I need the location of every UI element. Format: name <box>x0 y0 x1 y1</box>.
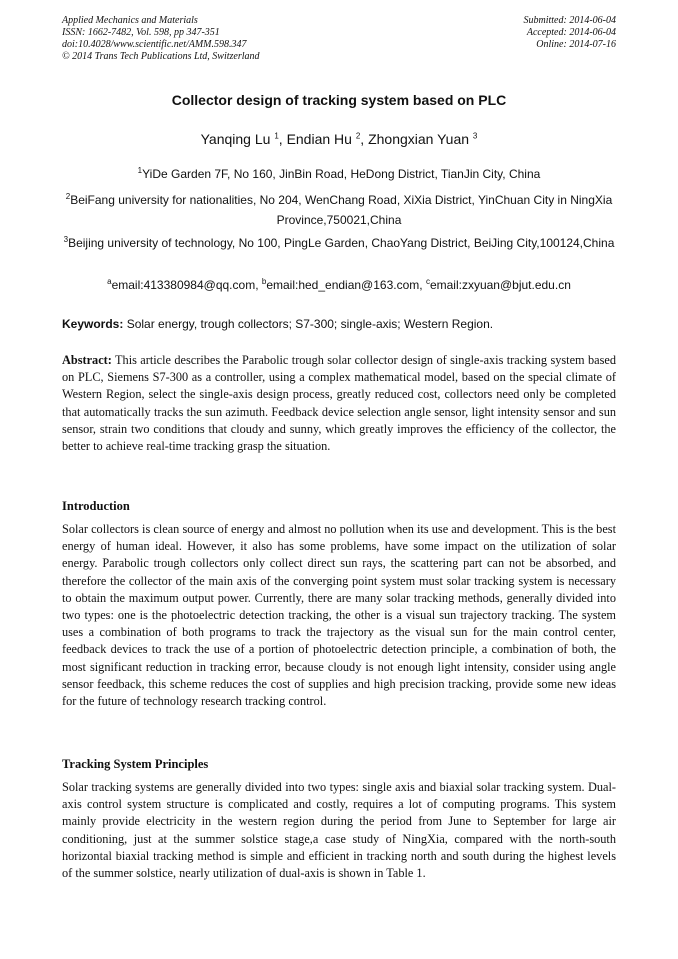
keywords <box>62 316 616 332</box>
affiliation <box>62 190 616 230</box>
author-name: Yanqing Lu <box>200 131 271 147</box>
author-name: Zhongxian Yuan <box>368 131 470 147</box>
journal-info <box>62 15 260 63</box>
abstract-label: Abstract: <box>62 353 112 367</box>
affiliation-mark: 2 <box>65 192 71 201</box>
email-mark: a <box>107 277 112 286</box>
section-heading: Tracking System Principles <box>62 757 209 771</box>
keywords-text: Solar energy, trough collectors; S7-300; single-axis; Western Region. <box>126 317 494 331</box>
journal-issn: ISSN: 1662-7482, Vol. 598, pp 347-351 <box>62 27 220 38</box>
email-text: email:hed_endian@163.com <box>266 278 420 292</box>
email-text: email:zxyuan@bjut.edu.cn <box>429 278 571 292</box>
submitted-date: Submitted: 2014-06-04 <box>523 15 616 26</box>
affiliation-text: BeiFang university for nationalities, No 204, WenChang Road, XiXia District, YinChuan City in NingXia Province,750021,China <box>70 193 613 227</box>
affiliation-text: Beijing university of technology, No 100, PingLe Garden, ChaoYang District, BeiJing City,100124,China <box>68 236 615 250</box>
journal-name: Applied Mechanics and Materials <box>62 15 198 26</box>
journal-doi: doi:10.4028/www.scientific.net/AMM.598.347 <box>62 39 247 50</box>
journal-copyright: © 2014 Trans Tech Publications Ltd, Switzerland <box>62 51 260 62</box>
affiliation <box>62 233 616 253</box>
author-affil-mark: 2 <box>355 131 361 141</box>
email-mark: c <box>425 277 430 286</box>
author-list: Yanqing Lu $^1$, Endian Hu $^2$, Zhongxian Yuan $^3$ <box>200 131 478 147</box>
affiliation-text: YiDe Garden 7F, No 160, JinBin Road, HeDong District, TianJin City, China <box>142 167 541 181</box>
submission-dates <box>524 15 617 51</box>
paper-title: Collector design of tracking system based on PLC <box>171 92 507 108</box>
section-body: Solar tracking systems are generally divided into two types: single axis and biaxial solar tracking system. Dual-axis control system structure is complicated and costly, requires a lot of computing programs. This system mainly provide electricity in the western region during the period from June to September for large air conditioning, just at the summer solstice stage,a case study of NingXia, compared with the north-south horizontal biaxial tracking method is simple and efficient in tracking north and south during the highest levels of the summer solstice, nearly utilization of dual-axis is shown in Table 1. <box>62 780 616 881</box>
keywords-label: Keywords: <box>62 317 124 331</box>
affiliation-mark: 3 <box>63 235 69 244</box>
abstract <box>62 352 616 455</box>
section-body: Solar collectors is clean source of energy and almost no pollution when its use and development. This is the best energy of human ideal. However, it also has some problems, have some impact on the utilization of solar energy. Parabolic trough collectors only collect direct sun rays, the scattering part can not be absorbed, and therefore the collector of the main axis of the converging point system must solar tracking system is necessary to obtain the maximum output power. Currently, there are many solar tracking methods, generally divided into two types: one is the photoelectric detection tracking, the other is a visual sun trajectory tracking. The system uses a combination of both programs to track the trajectory as the visual sun for the main control center, feedback devices to track the use of a portion of photoelectric detection principle, a combination of both, the most significant reduction in tracking error, because cloudy is not enough light intensity, consider using angle sensor feedback, this scheme reduces the cost of supplies and high precision tracking, provide some new ideas for the future of technology research tracking control. <box>62 522 616 709</box>
section-heading: Introduction <box>62 499 130 513</box>
affiliation-mark: 1 <box>137 166 143 175</box>
online-date: Online: 2014-07-16 <box>536 39 616 50</box>
accepted-date: Accepted: 2014-06-04 <box>526 27 616 38</box>
email-text: email:413380984@qq.com <box>111 278 256 292</box>
email-mark: b <box>261 277 267 286</box>
abstract-text: This article describes the Parabolic trough solar collector design of single-axis tracking system based on PLC, Siemens S7-300 as a controller, using a complex mathematical model, based on the special climate of Western Region, select the single-axis design process, greatly reduced cost, collectors need only be completed that automatically tracks the sun azimuth. Feedback device selection angle sensor, light intensity sensor and sun sensor, strain two conditions that cloudy and sunny, which greatly improves the efficiency of the collector, the better to achieve real-time tracking grasp the situation. <box>62 353 616 454</box>
author-affil-mark: 1 <box>274 131 279 141</box>
author-name: Endian Hu <box>286 131 352 147</box>
email-line: $^a$email:413380984@qq.com, $^b$email:hed_endian@163.com, $^c$email:zxyuan@bjut.edu.cn <box>107 277 571 292</box>
affiliation <box>62 164 616 184</box>
author-affil-mark: 3 <box>472 131 478 141</box>
